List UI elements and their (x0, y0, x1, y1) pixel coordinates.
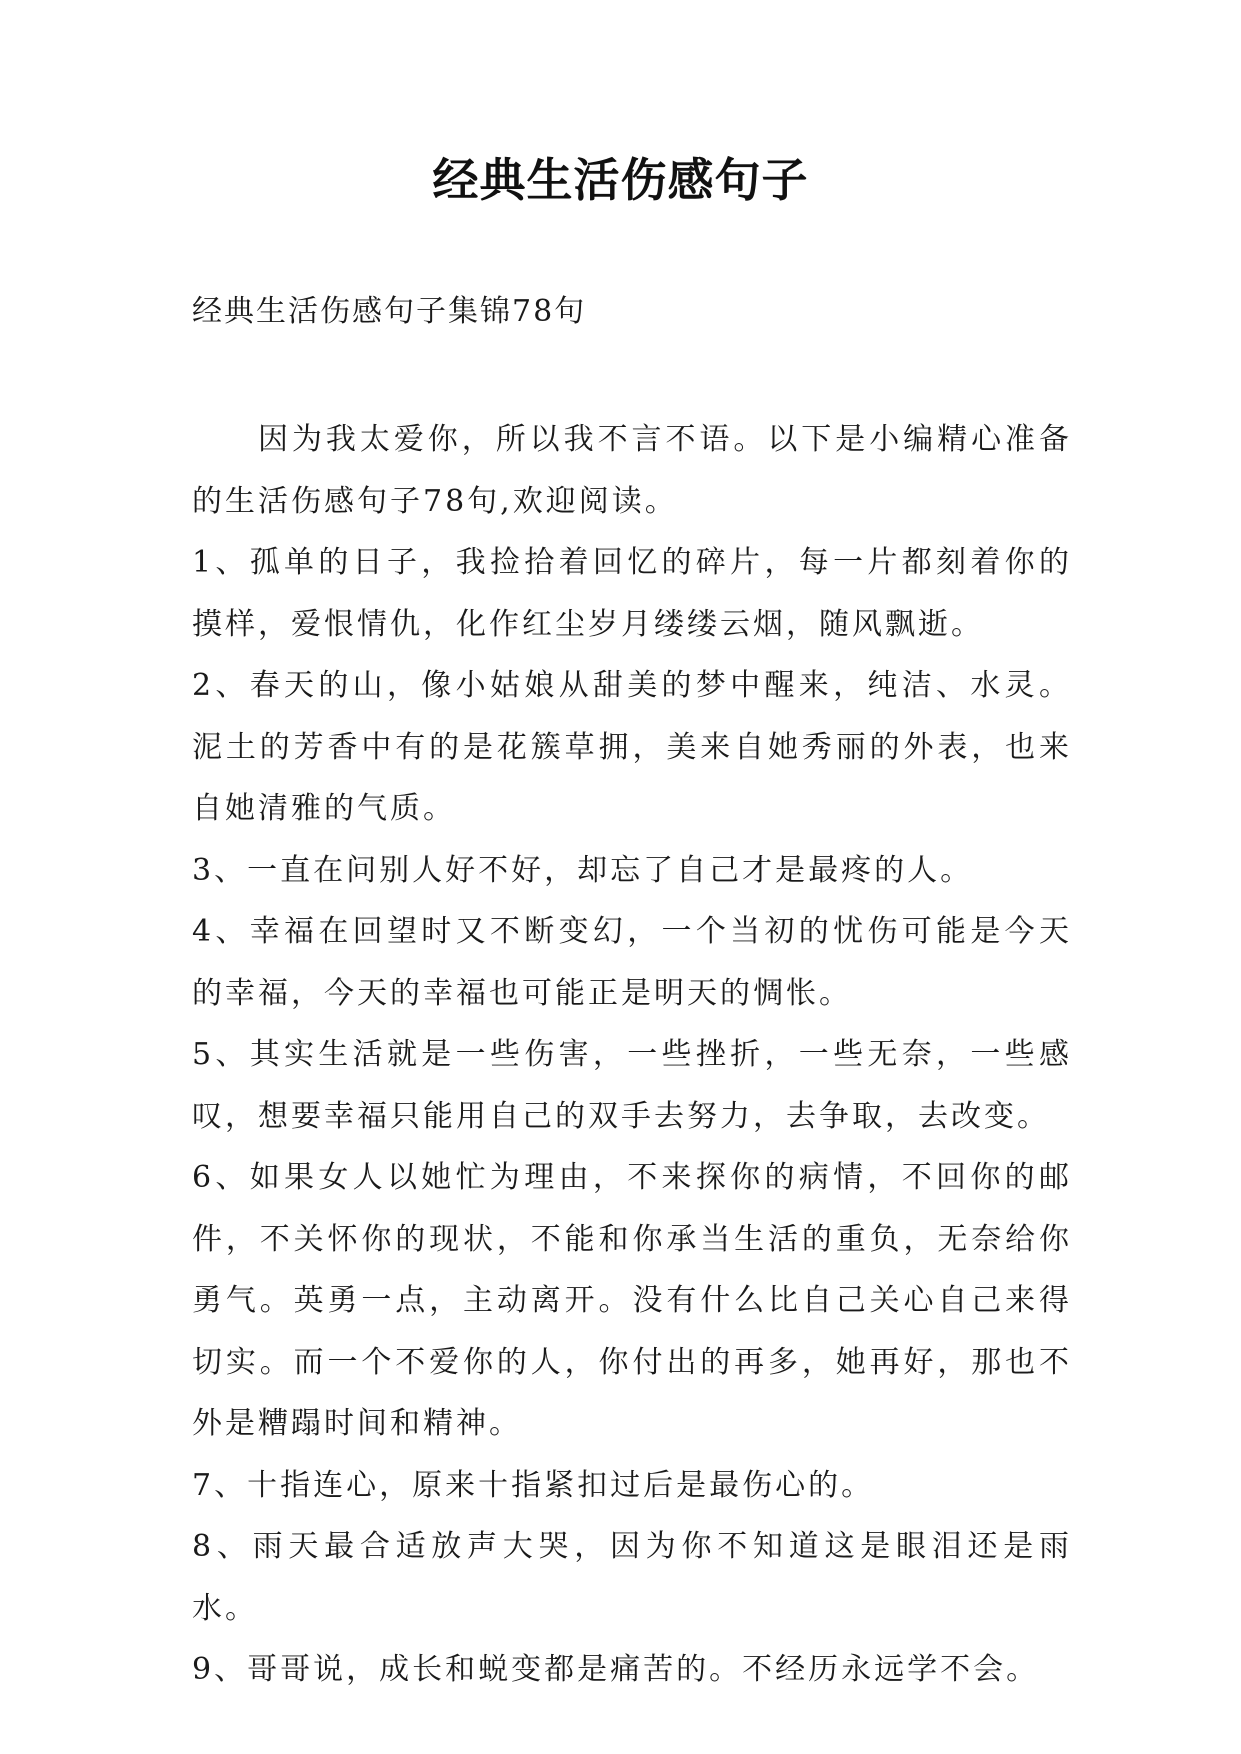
list-item: 4、幸福在回望时又不断变幻，一个当初的忧伤可能是今天的幸福，今天的幸福也可能正是明天的惆怅。 (192, 914, 1072, 1011)
document-title: 经典生活伤感句子 (432, 153, 809, 207)
list-item: 1、孤单的日子，我捡拾着回忆的碎片，每一片都刻着你的摸样，爱恨情仇，化作红尘岁月缕缕云烟，随风飘逝。 (192, 545, 1072, 642)
list-item: 2、春天的山，像小姑娘从甜美的梦中醒来，纯洁、水灵。泥土的芳香中有的是花簇草拥，美来自她秀丽的外表，也来自她清雅的气质。 (192, 668, 1072, 826)
list-item: 3、一直在问别人好不好，却忘了自己才是最疼的人。 (192, 852, 974, 888)
list-item: 5、其实生活就是一些伤害，一些挫折，一些无奈，一些感叹，想要幸福只能用自己的双手去努力，去争取，去改变。 (192, 1037, 1072, 1134)
list-item: 8、雨天最合适放声大哭，因为你不知道这是眼泪还是雨水。 (192, 1529, 1072, 1626)
list-item: 6、如果女人以她忙为理由，不来探你的病情，不回你的邮件，不关怀你的现状，不能和你承当生活的重负，无奈给你勇气。英勇一点，主动离开。没有什么比自己关心自己来得切实。而一个不爱你的人，你付出的再多，她再好，那也不外是糟蹋时间和精神。 (192, 1160, 1072, 1441)
document-subtitle: 经典生活伤感句子集锦78句 (192, 294, 587, 329)
document-body (192, 409, 1072, 1701)
list-item: 9、哥哥说，成长和蜕变都是痛苦的。不经历永远学不会。 (192, 1652, 1040, 1687)
list-item: 7、十指连心，原来十指紧扣过后是最伤心的。 (192, 1467, 875, 1503)
intro-paragraph: 因为我太爱你，所以我不言不语。以下是小编精心准备的生活伤感句子78句,欢迎阅读。 (192, 422, 1072, 519)
